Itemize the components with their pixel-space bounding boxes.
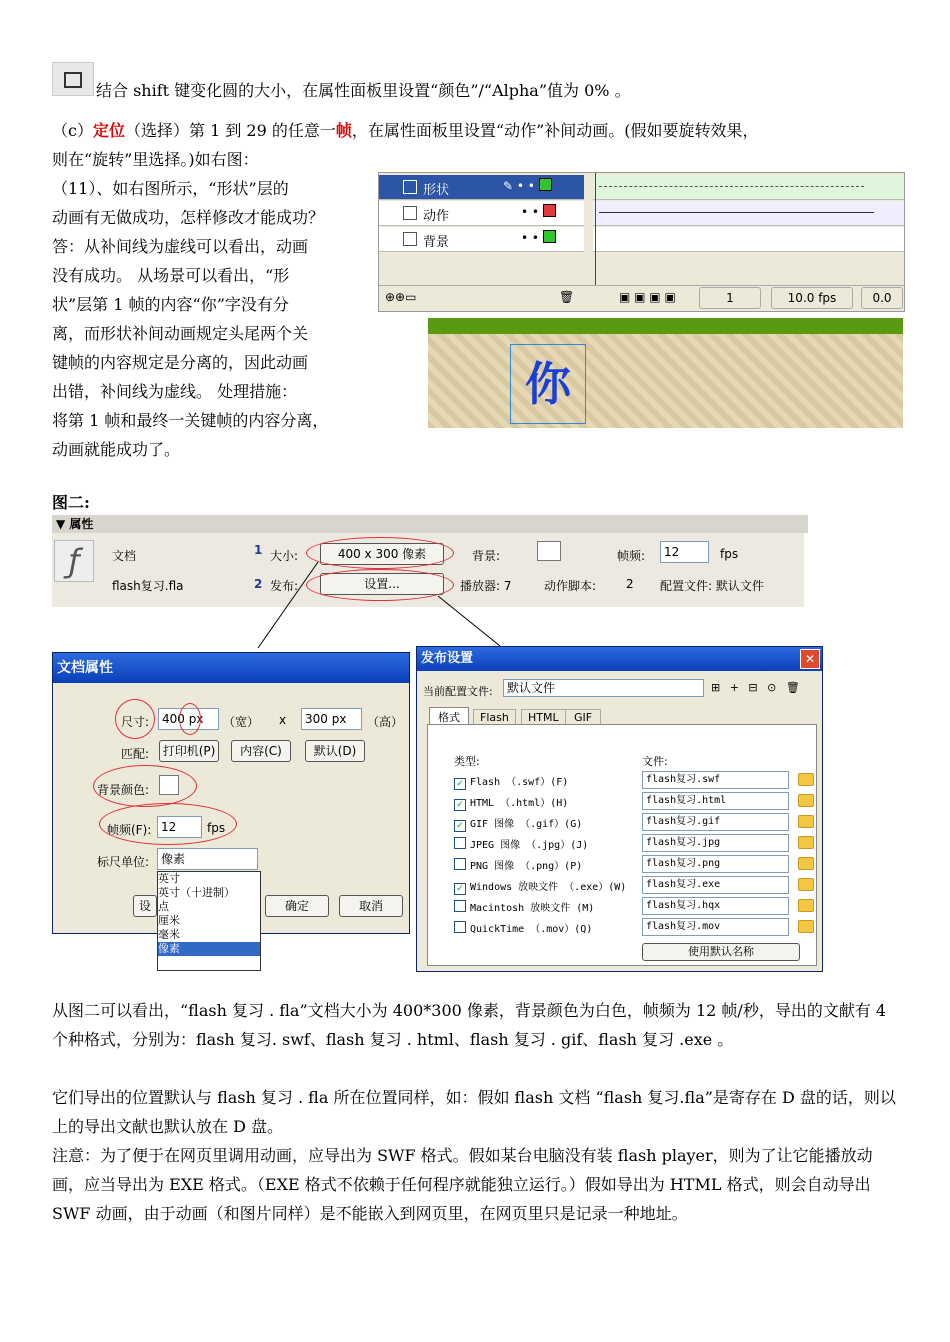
fps-label: 帧频: bbox=[617, 549, 646, 563]
profile-toolbar-icons[interactable]: ⊞ + ⊟ ⊙ 🗑 bbox=[711, 681, 803, 694]
list-item[interactable]: 英寸（十进制） bbox=[158, 886, 235, 899]
tab-format[interactable]: 格式 bbox=[429, 707, 469, 726]
fps-field: 10.0 fps bbox=[771, 287, 853, 309]
format-checkbox[interactable]: ✓ bbox=[454, 883, 466, 895]
figure2-title: 图二: bbox=[52, 493, 90, 512]
frame-field: 1 bbox=[699, 287, 761, 309]
size-button[interactable]: 400 x 300 像素 bbox=[320, 543, 444, 565]
height-suffix: （高） bbox=[367, 715, 404, 729]
fps-input[interactable]: 12 bbox=[157, 816, 202, 838]
width-suffix: （宽） bbox=[223, 715, 260, 729]
format-checkbox[interactable] bbox=[454, 858, 466, 870]
publish-format-row bbox=[454, 794, 810, 812]
use-default-names-button[interactable]: 使用默认名称 bbox=[642, 943, 800, 961]
default-button[interactable]: 默认(D) bbox=[305, 740, 365, 762]
printer-button[interactable]: 打印机(P) bbox=[159, 740, 219, 762]
layer-name: 动作 bbox=[423, 209, 450, 224]
doc-name: flash复习.fla bbox=[112, 579, 184, 593]
player-label: 播放器: 7 bbox=[460, 579, 512, 593]
fps-unit: fps bbox=[207, 821, 226, 835]
layer-row[interactable]: 动作 • • bbox=[379, 201, 584, 226]
script-label: 动作脚本: bbox=[544, 579, 597, 593]
fps-input[interactable]: 12 bbox=[660, 541, 709, 563]
script-value: 2 bbox=[626, 577, 634, 591]
bottom-p1: 从图二可以看出，“flash 复习 . fla”文档大小为 400*300 像素，背景颜色为白色，帧频为 12 帧/秒，导出的文献有 4 个种格式，分别为：flash 复习. swf、flash 复习 . html、flash 复习 . gif、flash 复习 .exe 。 bbox=[52, 1001, 887, 1049]
file-name-input[interactable]: flash复习.mov bbox=[642, 918, 789, 936]
bottom-p2: 它们导出的位置默认与 flash 复习 . fla 所在位置同样，如：假如 flash 文档 “flash 复习.fla”是寄存在 D 盘的话，则以上的导出文献也默认放在 D 盘。 bbox=[52, 1088, 896, 1136]
settings-button[interactable]: 设置... bbox=[320, 573, 444, 595]
publish-format-row bbox=[454, 836, 810, 854]
profile-label: 当前配置文件: bbox=[423, 685, 493, 698]
properties-header[interactable]: ▼ 属性 bbox=[52, 515, 808, 533]
layer-row[interactable]: 形状 ✎ • • bbox=[379, 175, 584, 200]
ok-button[interactable]: 确定 bbox=[265, 895, 329, 917]
height-input[interactable]: 300 px bbox=[301, 708, 362, 730]
ruler-label: 标尺单位: bbox=[97, 855, 150, 869]
list-item[interactable]: 毫米 bbox=[158, 928, 180, 941]
list-item[interactable]: 英寸 bbox=[158, 872, 180, 885]
publish-format-row bbox=[454, 899, 810, 917]
file-name-input[interactable]: flash复习.gif bbox=[642, 813, 789, 831]
list-item[interactable]: 点 bbox=[158, 900, 169, 913]
contents-button[interactable]: 内容(C) bbox=[231, 740, 291, 762]
file-name-input[interactable]: flash复习.exe bbox=[642, 876, 789, 894]
format-checkbox[interactable]: ✓ bbox=[454, 820, 466, 832]
folder-icon[interactable] bbox=[798, 815, 814, 828]
folder-icon[interactable] bbox=[798, 857, 814, 870]
list-item[interactable]: 像素 bbox=[158, 942, 260, 956]
para-c: （c）定位（选择）第 1 到 29 的任意一帧，在属性面板里设置“动作”补间动画。(假如要旋转效果， 则在“旋转”里选择。)如右图： bbox=[52, 121, 759, 169]
close-icon[interactable]: ✕ bbox=[800, 649, 820, 669]
profile-label: 配置文件: 默认文件 bbox=[660, 579, 764, 593]
format-label: Macintosh 放映文件 (M) bbox=[470, 903, 595, 914]
match-label: 匹配: bbox=[121, 747, 150, 761]
layer-row[interactable]: 背景 • • bbox=[379, 227, 584, 252]
file-label: 文件: bbox=[642, 755, 668, 768]
layer-name: 形状 bbox=[423, 183, 450, 198]
format-label: GIF 图像 （.gif）(G) bbox=[470, 819, 583, 830]
fps-unit: fps bbox=[720, 547, 739, 561]
format-label: PNG 图像 （.png）(P) bbox=[470, 861, 583, 872]
x-label: x bbox=[279, 713, 287, 727]
file-name-input[interactable]: flash复习.png bbox=[642, 855, 789, 873]
dialog-title: 文档属性 bbox=[53, 653, 409, 683]
tab-flash[interactable]: Flash bbox=[473, 709, 516, 726]
format-checkbox[interactable] bbox=[454, 837, 466, 849]
folder-icon[interactable] bbox=[798, 899, 814, 912]
folder-icon[interactable] bbox=[798, 878, 814, 891]
file-name-input[interactable]: flash复习.swf bbox=[642, 771, 789, 789]
format-checkbox[interactable]: ✓ bbox=[454, 778, 466, 790]
onion-icons[interactable]: ▣ ▣ ▣ ▣ bbox=[619, 290, 676, 304]
bottom-p3: 注意：为了便于在网页里调用动画，应导出为 SWF 格式。假如某台电脑没有装 flash player，则为了让它能播放动画，应当导出为 EXE 格式。（EXE 格式不依赖于任何程序就能独立运行。）假如导出为 HTML 格式，则会自动导出 SWF 动画，由于动画（和图片同样）是不能嵌入到网页里，在网页里只是记录一种地址。 bbox=[52, 1146, 873, 1223]
format-label: HTML （.html）(H) bbox=[470, 798, 569, 809]
format-panel bbox=[427, 724, 817, 966]
publish-format-row bbox=[454, 857, 810, 875]
doc-label: 文档 bbox=[112, 549, 137, 563]
ruler-select[interactable]: 像素 bbox=[157, 848, 258, 870]
list-item[interactable]: 厘米 bbox=[158, 914, 180, 927]
cancel-button[interactable]: 取消 bbox=[339, 895, 403, 917]
file-name-input[interactable]: flash复习.jpg bbox=[642, 834, 789, 852]
folder-icon[interactable] bbox=[798, 920, 814, 933]
profile-select[interactable]: 默认文件 bbox=[503, 679, 704, 697]
type-label: 类型: bbox=[454, 755, 480, 768]
fps-label: 帧频(F): bbox=[107, 823, 152, 837]
tab-html[interactable]: HTML bbox=[521, 709, 566, 726]
marker-2: 2 bbox=[254, 577, 263, 591]
format-checkbox[interactable]: ✓ bbox=[454, 799, 466, 811]
bg-color-label: 背景颜色: bbox=[97, 783, 150, 797]
ruler-list[interactable] bbox=[157, 871, 261, 971]
folder-icon[interactable] bbox=[798, 836, 814, 849]
top-line-text: 结合 shift 键变化圆的大小，在属性面板里设置“颜色”/“Alpha”值为 0% 。 bbox=[96, 81, 631, 100]
add-layer-icon[interactable]: ⊕⊕▭ bbox=[385, 290, 417, 304]
layer-name: 背景 bbox=[423, 235, 450, 250]
size-label: 大小: bbox=[270, 549, 299, 563]
flash-logo-icon: ƒ bbox=[54, 540, 94, 582]
size-label: 尺寸: bbox=[121, 715, 150, 729]
tab-gif[interactable]: GIF bbox=[565, 709, 601, 726]
publish-format-row bbox=[454, 773, 810, 791]
trash-icon[interactable]: 🗑 bbox=[559, 290, 575, 304]
file-name-input[interactable]: flash复习.hqx bbox=[642, 897, 789, 915]
set-button[interactable]: 设 bbox=[133, 895, 157, 917]
publish-label: 发布: bbox=[270, 579, 299, 593]
format-label: Windows 放映文件 （.exe）(W) bbox=[470, 882, 627, 893]
folder-icon[interactable] bbox=[798, 794, 814, 807]
stage-char[interactable]: 你 bbox=[510, 344, 586, 424]
publish-format-row bbox=[454, 815, 810, 833]
format-label: JPEG 图像 （.jpg）(J) bbox=[470, 840, 589, 851]
folder-icon[interactable] bbox=[798, 773, 814, 786]
marker-1: 1 bbox=[254, 543, 263, 557]
format-label: Flash （.swf）(F) bbox=[470, 777, 569, 788]
width-input[interactable]: 400 px bbox=[158, 708, 219, 730]
format-label: QuickTime （.mov）(Q) bbox=[470, 924, 593, 935]
publish-title: 发布设置 bbox=[417, 647, 822, 671]
file-name-input[interactable]: flash复习.html bbox=[642, 792, 789, 810]
format-checkbox[interactable] bbox=[454, 900, 466, 912]
bg-label: 背景: bbox=[472, 549, 501, 563]
format-checkbox[interactable] bbox=[454, 921, 466, 933]
publish-dialog bbox=[416, 646, 823, 972]
doc-props-dialog bbox=[52, 652, 410, 955]
publish-format-row bbox=[454, 920, 810, 938]
para-11: （11）、如右图所示，“形状”层的 动画有无做成功，怎样修改才能成功？ 答：从补间线为虚线可以看出，动画 没有成功。 从场景可以看出，“形 状”层第 1 帧的内容“你”字没有分 离，而形状补间动画规定头尾两个关 键帧的内容规定是分离的，因此动画 出错，补间线为虚线。 处理措施： 将第 1 帧和最终一关键帧的内容分离， 动画就能成功了。 bbox=[52, 179, 329, 459]
time-field: 0.0 bbox=[861, 287, 903, 309]
publish-format-row bbox=[454, 878, 810, 896]
